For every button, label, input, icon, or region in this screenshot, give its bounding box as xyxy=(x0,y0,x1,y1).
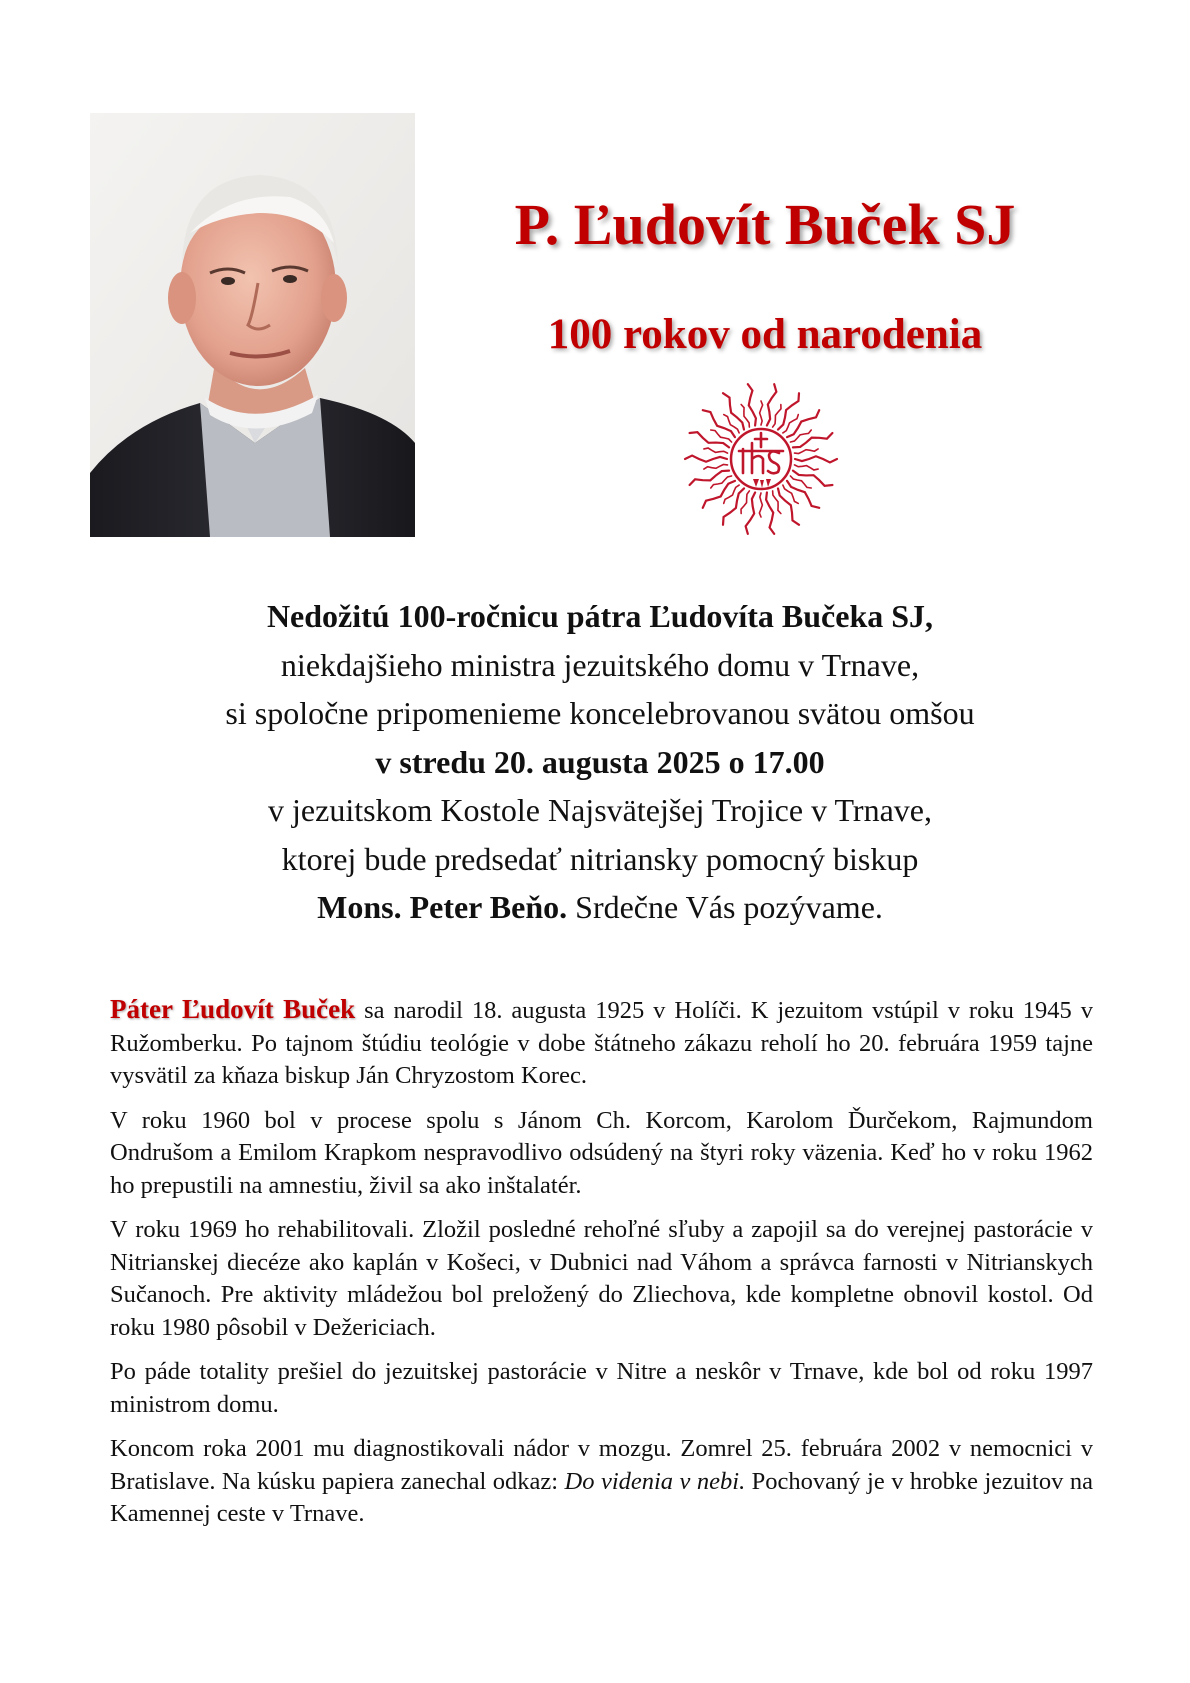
invitation-line-4 xyxy=(110,738,1090,787)
emblem-ray xyxy=(704,464,728,469)
emblem-ray xyxy=(794,465,818,470)
emblem-ray xyxy=(748,384,756,425)
emblem-ray xyxy=(704,448,728,453)
page-title: P. Ľudovít Buček SJ xyxy=(514,192,1016,257)
emblem-ray xyxy=(760,401,763,425)
emblem-ray xyxy=(795,456,837,462)
invitation-line-6: ktorej bude predsedať nitriansky pomocný biskup xyxy=(281,840,919,877)
event-date: v stredu 20. augusta 2025 o 17.00 xyxy=(375,743,825,780)
biography xyxy=(110,993,1093,1543)
emblem-ray xyxy=(794,449,818,454)
emblem-ray xyxy=(773,405,781,428)
emblem-ray xyxy=(787,410,819,437)
farewell-quote: Do videnia v nebi. xyxy=(564,1467,746,1495)
bio-paragraph-5 xyxy=(110,1433,1093,1531)
invitation-block xyxy=(110,592,1090,932)
invitation-heading: Nedožitú 100-ročnicu pátra Ľudovíta Bučeka SJ, xyxy=(266,598,934,634)
emblem-ray xyxy=(703,481,735,508)
emblem-ray xyxy=(793,471,832,486)
ihs-sun-icon xyxy=(683,381,839,537)
emblem-ray xyxy=(790,476,811,488)
portrait-photo xyxy=(90,113,415,537)
emblem-ray xyxy=(778,488,799,524)
presider-name: Mons. Peter Beňo. xyxy=(317,889,568,925)
invitation-line-3: si spoločne pripomenieme koncelebrovanou svätou omšou xyxy=(225,695,975,731)
bio-paragraph-5-end: Pochovaný je v hrobke jezuitov na Kamennej ceste v Trnave. xyxy=(110,1467,1093,1527)
bio-paragraph-2: V roku 1960 bol v procese spolu s Jánom Ch. Korcom, Karolom Ďurčekom, Rajmundom Ondrušom a Emilom Krapkom nespravodlivo odsúdený na štyri roky väzenia. Keď ho v roku 1962 ho prepustili na amnestiu, živil sa ako inštalatér. xyxy=(110,1106,1093,1199)
bio-paragraph-3: V roku 1969 ho rehabilitovali. Zložil posledné rehoľné sľuby a zapojil sa do verejnej pastorácie v Nitrianskej diecéze ako kaplán v Košeci, v Dubnici nad Váhom a správca farnosti v Nitrianskych Sučanoch. Pre aktivity mládežou bol preložený do Zliechova, kde kompletne obnovil kostol. Od roku 1980 pôsobil v Dežericiach. xyxy=(110,1216,1093,1341)
page-subtitle: 100 rokov od narodenia xyxy=(547,311,983,358)
invitation-line-2: niekdajšieho ministra jezuitského domu v Trnave, xyxy=(280,646,920,683)
invitation-closing: Srdečne Vás pozývame. xyxy=(567,889,883,925)
emblem-ray xyxy=(711,430,732,442)
bio-paragraph-4: Po páde totality prešiel do jezuitskej pastorácie v Nitre a neskôr v Trnave, kde bol od roku 1997 ministrom domu. xyxy=(110,1358,1093,1418)
emblem-ray xyxy=(690,432,729,447)
bio-paragraph-1-text: sa narodil 18. augusta 1925 v Holíči. K jezuitom vstúpil v roku 1945 v Ružomberku. Po tajnom štúdiu teológie v dobe štátneho zákazu reholí ho 20. februára 1959 tajne vysvätil za kňaza biskup Ján Chryzostom Korec. xyxy=(110,997,1093,1089)
emblem-ray xyxy=(685,456,727,462)
emblem-ray xyxy=(766,492,774,533)
bio-paragraph-5-text: Koncom roka 2001 mu diagnostikovali nádor v mozgu. Zomrel 25. februára 2002 v nemocnici v Bratislave. Na kúsku papiera zanechal odkaz: xyxy=(110,1435,1093,1495)
emblem-ray xyxy=(759,493,762,517)
portrait-illustration xyxy=(90,113,415,537)
bio-name: Páter Ľudovít Buček xyxy=(110,994,356,1024)
invitation-line-5: v jezuitskom Kostole Najsvätejšej Trojice v Trnave, xyxy=(268,792,932,828)
bio-paragraph-1 xyxy=(110,993,1093,1093)
invitation-line-1 xyxy=(110,592,1090,641)
emblem-ray xyxy=(723,393,744,429)
invitation-line-7 xyxy=(110,883,1090,932)
emblem-ray xyxy=(741,491,749,514)
